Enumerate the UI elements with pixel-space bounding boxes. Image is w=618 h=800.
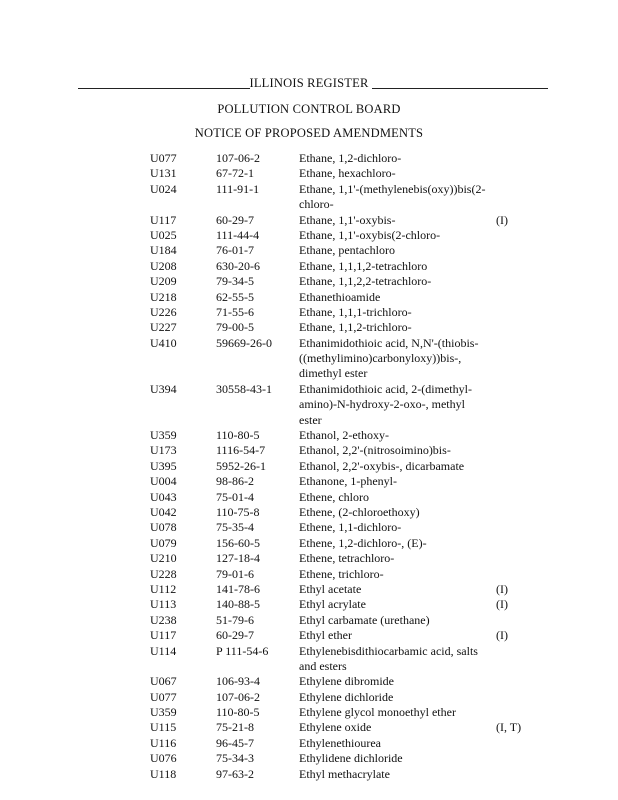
entry-line [0,382,618,397]
list-item [0,567,618,582]
cas-number: 127-18-4 [216,551,260,566]
cas-number: 62-55-5 [216,289,254,304]
list-item [0,243,618,258]
hazardous-waste-code: U218 [150,289,177,304]
entry-line [0,674,618,689]
hazardous-waste-code: U228 [150,566,177,581]
list-item [0,767,618,782]
list-item [0,290,618,305]
entry-line [0,182,618,197]
hazardous-waste-code: U025 [150,227,177,242]
hazardous-waste-code: U359 [150,428,177,443]
board-title: POLLUTION CONTROL BOARD [217,102,401,116]
list-item [0,505,618,520]
hazardous-waste-code: U131 [150,166,177,181]
substance-name: Ethane, 1,1,1-trichloro- [299,304,412,319]
entry-line [0,320,618,335]
hazardous-waste-code: U210 [150,551,177,566]
cas-number: 97-63-2 [216,766,254,781]
list-item [0,720,618,735]
substance-name: Ethanol, 2-ethoxy- [299,428,389,443]
entry-line [0,151,618,166]
substance-name-continuation: amino)-N-hydroxy-2-oxo-, methyl [299,397,465,412]
cas-number: 140-88-5 [216,597,260,612]
entry-line [0,582,618,597]
cas-number: 107-06-2 [216,689,260,704]
substance-name: Ethyl methacrylate [299,766,390,781]
entry-line [0,336,618,351]
substance-name-continuation: ester [299,412,322,427]
register-title: ILLINOIS REGISTER [249,76,369,90]
hazardous-waste-code: U042 [150,504,177,519]
entry-continuation-line [0,366,618,381]
substance-name: Ethane, 1,1'-oxybis(2-chloro- [299,227,441,242]
list-item [0,551,618,566]
entry-line [0,443,618,458]
substance-name: Ethene, tetrachloro- [299,551,395,566]
list-item [0,336,618,382]
cas-number: 51-79-6 [216,612,254,627]
cas-number: 156-60-5 [216,535,260,550]
entry-line [0,259,618,274]
substance-name: Ethane, 1,1,2-trichloro- [299,320,412,335]
entry-line [0,305,618,320]
hazardous-waste-code: U077 [150,689,177,704]
substance-name: Ethanol, 2,2'-oxybis-, dicarbamate [299,458,465,473]
hazardous-waste-code: U113 [150,597,177,612]
entry-line [0,166,618,181]
entry-line [0,690,618,705]
substance-name: Ethylene dibromide [299,674,394,689]
cas-number: 110-80-5 [216,705,260,720]
entry-line [0,597,618,612]
substance-name: Ethane, 1,1,2,2-tetrachloro- [299,274,432,289]
list-item [0,674,618,689]
cas-number: 79-00-5 [216,320,254,335]
list-item [0,428,618,443]
cas-number: 75-34-3 [216,751,254,766]
cas-number: 60-29-7 [216,212,254,227]
list-item [0,274,618,289]
entry-line [0,490,618,505]
cas-number: 75-01-4 [216,489,254,504]
hazardous-waste-code: U208 [150,258,177,273]
list-item [0,736,618,751]
list-item [0,382,618,428]
list-item [0,490,618,505]
substance-name: Ethylene dichloride [299,689,394,704]
waste-code-list [0,151,618,782]
hazardous-waste-code: U410 [150,335,177,350]
list-item [0,613,618,628]
hazardous-waste-code: U114 [150,643,177,658]
hazardous-waste-code: U043 [150,489,177,504]
list-item [0,182,618,213]
hazardous-waste-code: U115 [150,720,177,735]
entry-line [0,520,618,535]
cas-number: 75-21-8 [216,720,254,735]
cas-number: 60-29-7 [216,628,254,643]
list-item [0,690,618,705]
cas-number: 111-44-4 [216,227,260,242]
entry-line [0,628,618,643]
substance-name: Ethyl ether [299,628,352,643]
substance-name: Ethylenebisdithiocarbamic acid, salts [299,643,478,658]
hazardous-waste-code: U116 [150,735,177,750]
cas-number: 79-01-6 [216,566,254,581]
hazardous-waste-code: U395 [150,458,177,473]
substance-name: Ethane, 1,1'-oxybis- [299,212,396,227]
substance-name: Ethanone, 1-phenyl- [299,474,397,489]
hazard-flag: (I) [496,581,508,596]
list-item [0,459,618,474]
hazardous-waste-code: U077 [150,151,177,165]
list-item [0,305,618,320]
cas-number: 59669-26-0 [216,335,272,350]
cas-number: 5952-26-1 [216,458,266,473]
list-item [0,520,618,535]
substance-name: Ethene, (2-chloroethoxy) [299,504,420,519]
hazardous-waste-code: U173 [150,443,177,458]
entry-line [0,274,618,289]
substance-name: Ethanethioamide [299,289,381,304]
list-item [0,597,618,612]
cas-number: 110-80-5 [216,428,260,443]
hazardous-waste-code: U184 [150,243,177,258]
cas-number: 96-45-7 [216,735,254,750]
entry-line [0,551,618,566]
substance-name: Ethane, hexachloro- [299,166,396,181]
entry-line [0,644,618,659]
entry-line [0,536,618,551]
hazardous-waste-code: U359 [150,705,177,720]
substance-name: Ethene, trichloro- [299,566,384,581]
hazardous-waste-code: U079 [150,535,177,550]
notice-title: NOTICE OF PROPOSED AMENDMENTS [194,126,424,140]
cas-number: 111-91-1 [216,181,260,196]
cas-number: 107-06-2 [216,151,260,165]
cas-number: 141-78-6 [216,581,260,596]
substance-name: Ethene, chloro [299,489,369,504]
hazardous-waste-code: U118 [150,766,177,781]
substance-name-continuation: chloro- [299,197,334,212]
list-item [0,536,618,551]
entry-line [0,428,618,443]
substance-name: Ethyl acetate [299,581,362,596]
substance-name: Ethyl acrylate [299,597,366,612]
entry-continuation-line [0,413,618,428]
cas-number: 71-55-6 [216,304,254,319]
entry-line [0,705,618,720]
entry-line [0,505,618,520]
entry-line [0,567,618,582]
list-item [0,259,618,274]
list-item [0,443,618,458]
entry-continuation-line [0,197,618,212]
entry-line [0,613,618,628]
entry-line [0,474,618,489]
cas-number: 106-93-4 [216,674,260,689]
list-item [0,751,618,766]
substance-name: Ethene, 1,1-dichloro- [299,520,402,535]
hazardous-waste-code: U394 [150,381,177,396]
hazard-flag: (I) [496,212,508,227]
substance-name: Ethylene glycol monoethyl ether [299,705,456,720]
substance-name-continuation: dimethyl ester [299,366,368,381]
list-item [0,628,618,643]
list-item [0,228,618,243]
entry-continuation-line [0,659,618,674]
substance-name: Ethanol, 2,2'-(nitrosoimino)bis- [299,443,451,458]
list-item [0,320,618,335]
hazardous-waste-code: U238 [150,612,177,627]
substance-name-continuation: and esters [299,658,347,673]
hazardous-waste-code: U117 [150,628,177,643]
cas-number: 76-01-7 [216,243,254,258]
list-item [0,166,618,181]
hazardous-waste-code: U004 [150,474,177,489]
entry-line [0,228,618,243]
cas-number: 67-72-1 [216,166,254,181]
hazardous-waste-code: U112 [150,581,177,596]
cas-number: 30558-43-1 [216,381,272,396]
entry-line [0,751,618,766]
cas-number: 98-86-2 [216,474,254,489]
cas-number: 630-20-6 [216,258,260,273]
substance-name: Ethane, pentachloro [299,243,395,258]
hazardous-waste-code: U024 [150,181,177,196]
entry-line [0,459,618,474]
entry-continuation-line [0,351,618,366]
cas-number: 110-75-8 [216,504,260,519]
cas-number: 75-35-4 [216,520,254,535]
entry-continuation-line [0,397,618,412]
substance-name: Ethane, 1,2-dichloro- [299,151,402,165]
hazardous-waste-code: U117 [150,212,177,227]
substance-name: Ethylene oxide [299,720,372,735]
hazardous-waste-code: U078 [150,520,177,535]
entry-line [0,767,618,782]
entry-line [0,290,618,305]
hazard-flag: (I) [496,628,508,643]
entry-line [0,213,618,228]
substance-name-continuation: ((methylimino)carbonyloxy))bis-, [299,351,462,366]
hazardous-waste-code: U076 [150,751,177,766]
substance-name: Ethanimidothioic acid, 2-(dimethyl- [299,381,472,396]
hazardous-waste-code: U226 [150,304,177,319]
substance-name: Ethane, 1,1,1,2-tetrachloro [299,258,428,273]
substance-name: Ethanimidothioic acid, N,N'-(thiobis- [299,335,479,350]
list-item [0,705,618,720]
substance-name: Ethane, 1,1'-(methylenebis(oxy))bis(2- [299,181,486,196]
hazard-flag: (I) [496,597,508,612]
list-item [0,151,618,166]
cas-number: 1116-54-7 [216,443,266,458]
cas-number: 79-34-5 [216,274,254,289]
list-item [0,474,618,489]
list-item [0,213,618,228]
cas-number: P 111-54-6 [216,643,269,658]
list-item [0,582,618,597]
entry-line [0,720,618,735]
substance-name: Ethyl carbamate (urethane) [299,612,430,627]
substance-name: Ethylidene dichloride [299,751,403,766]
entry-line [0,736,618,751]
hazardous-waste-code: U227 [150,320,177,335]
entry-line [0,243,618,258]
hazardous-waste-code: U067 [150,674,177,689]
list-item [0,644,618,675]
hazardous-waste-code: U209 [150,274,177,289]
hazard-flag: (I, T) [496,720,522,735]
substance-name: Ethylenethiourea [299,735,381,750]
substance-name: Ethene, 1,2-dichloro-, (E)- [299,535,427,550]
